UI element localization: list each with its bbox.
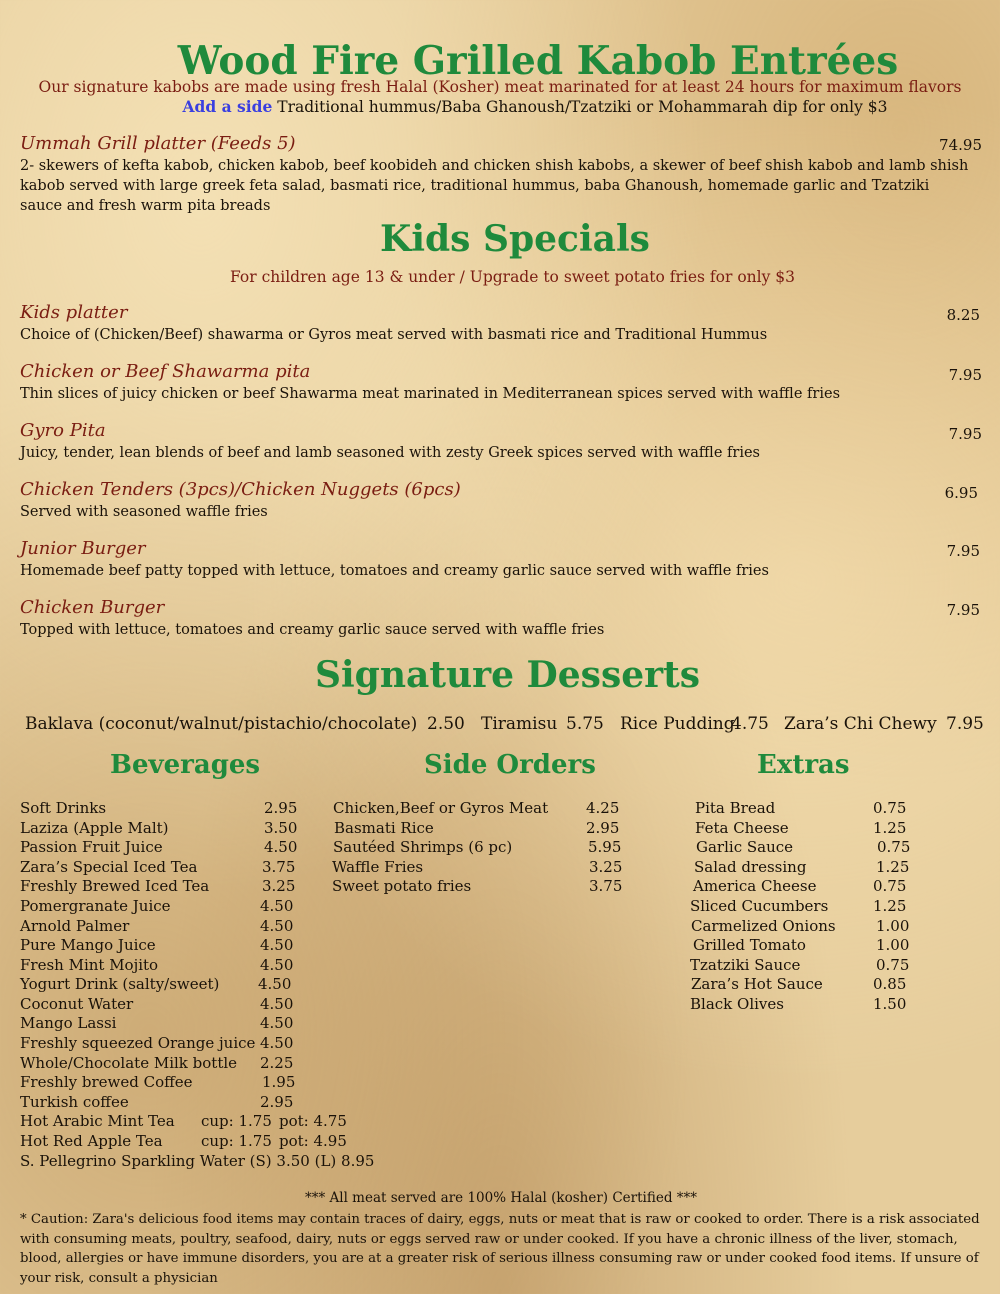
kabob-subtitle: Our signature kabobs are made using fresh Halal (Kosher) meat marinated for at least 24 hours for maximum flavors — [38, 78, 962, 96]
kids-item-desc: Topped with lettuce, tomatoes and creamy garlic sauce served with waffle fries — [20, 622, 605, 638]
kids-item-price: 8.25 — [946, 306, 980, 324]
side-name: Sautéed Shrimps (6 pc) — [333, 838, 513, 856]
halal-note: *** All meat served are 100% Halal (kosher) Certified *** — [304, 1190, 698, 1206]
kids-item-price: 7.95 — [946, 542, 980, 560]
beverage-name: Coconut Water — [20, 995, 134, 1013]
dessert-name: Rice Pudding — [620, 714, 735, 734]
extra-name: Pita Bread — [695, 799, 776, 817]
side-name: Sweet potato fries — [332, 877, 472, 895]
extra-name: Sliced Cucumbers — [690, 897, 829, 915]
beverage-price: 3.50 — [264, 819, 298, 837]
kids-item-price: 7.95 — [946, 601, 980, 619]
beverage-name: Pomergranate Juice — [20, 897, 171, 915]
side-price: 5.95 — [588, 838, 622, 856]
add-side-label: Add a side — [182, 97, 273, 116]
beverage-price: 2.25 — [260, 1054, 294, 1072]
beverage-price: 4.50 — [260, 1014, 294, 1032]
beverage-price: 4.50 — [260, 936, 294, 954]
tea-pot-price: pot: 4.75 — [279, 1112, 347, 1130]
extra-name: America Cheese — [693, 877, 817, 895]
side-orders-title: Side Orders — [424, 750, 596, 780]
extra-name: Black Olives — [690, 995, 784, 1013]
add-side-line — [0, 97, 1000, 116]
beverage-price: 2.95 — [264, 799, 298, 817]
dessert-price: 2.50 — [427, 714, 465, 734]
extra-name: Zara’s Hot Sauce — [691, 975, 823, 993]
kids-item-price: 7.95 — [948, 425, 982, 443]
dessert-name: Baklava (coconut/walnut/pistachio/chocolate) — [25, 714, 418, 734]
extra-price: 1.25 — [873, 897, 907, 915]
pellegrino-line: S. Pellegrino Sparkling Water (S) 3.50 (L) 8.95 — [20, 1152, 375, 1170]
beverage-name: Pure Mango Juice — [20, 936, 156, 954]
kids-title: Kids Specials — [380, 218, 650, 260]
kids-subtitle: For children age 13 & under / Upgrade to sweet potato fries for only $3 — [230, 268, 795, 286]
ummah-platter-desc: 2- skewers of kefta kabob, chicken kabob, beef koobideh and chicken shish kabobs, a skewer of beef shish kabob and lamb shish kabob served with large greek feta salad, basmati rice, traditional hummus, baba Ghanoush, homemade garlic and Tzatziki sauce and fresh warm pita breads — [20, 158, 969, 214]
extra-name: Salad dressing — [694, 858, 807, 876]
extra-price: 1.50 — [873, 995, 907, 1013]
kids-item-name: Kids platter — [20, 302, 128, 323]
extra-price: 0.75 — [876, 956, 910, 974]
side-name: Basmati Rice — [334, 819, 434, 837]
extra-name: Carmelized Onions — [691, 917, 836, 935]
beverage-price: 3.25 — [262, 877, 296, 895]
beverage-price: 4.50 — [264, 838, 298, 856]
beverage-price: 4.50 — [260, 917, 294, 935]
beverage-name: Turkish coffee — [20, 1093, 129, 1111]
kids-item-desc: Served with seasoned waffle fries — [20, 504, 268, 520]
beverage-name: Freshly Brewed Iced Tea — [20, 877, 210, 895]
desserts-title: Signature Desserts — [315, 654, 700, 696]
kabob-title: Wood Fire Grilled Kabob Entrées — [177, 38, 899, 84]
extra-price: 1.25 — [873, 819, 907, 837]
kids-item-name: Chicken Burger — [20, 597, 165, 618]
beverage-price: 4.50 — [260, 995, 294, 1013]
kids-item-desc: Thin slices of juicy chicken or beef Shawarma meat marinated in Mediterranean spices served with waffle fries — [20, 386, 841, 402]
beverage-name: Zara’s Special Iced Tea — [20, 858, 198, 876]
dessert-price: 5.75 — [566, 714, 604, 734]
kids-item-name: Gyro Pita — [20, 420, 106, 441]
extra-name: Grilled Tomato — [693, 936, 806, 954]
tea-name: Hot Arabic Mint Tea — [20, 1112, 175, 1130]
beverage-name: Fresh Mint Mojito — [20, 956, 159, 974]
tea-name: Hot Red Apple Tea — [20, 1132, 163, 1150]
beverage-name: Arnold Palmer — [20, 917, 130, 935]
extra-price: 1.25 — [876, 858, 910, 876]
ummah-platter-name: Ummah Grill platter (Feeds 5) — [20, 133, 296, 154]
tea-cup-price: cup: 1.75 — [201, 1112, 272, 1130]
extra-name: Garlic Sauce — [696, 838, 794, 856]
beverage-price: 4.50 — [260, 897, 294, 915]
beverage-name: Soft Drinks — [20, 799, 107, 817]
beverage-price: 1.95 — [262, 1073, 296, 1091]
dessert-name: Tiramisu — [481, 714, 558, 734]
extra-price: 0.75 — [873, 799, 907, 817]
beverage-name: Mango Lassi — [20, 1014, 117, 1032]
kids-item-desc: Choice of (Chicken/Beef) shawarma or Gyros meat served with basmati rice and Traditional Hummus — [20, 327, 768, 343]
kids-item-desc: Homemade beef patty topped with lettuce, tomatoes and creamy garlic sauce served with waffle fries — [20, 563, 769, 579]
dessert-price: 7.95 — [946, 714, 984, 734]
kids-item-name: Chicken Tenders (3pcs)/Chicken Nuggets (6pcs) — [20, 479, 461, 500]
side-name: Chicken,Beef or Gyros Meat — [333, 799, 549, 817]
extra-name: Tzatziki Sauce — [690, 956, 801, 974]
extras-title: Extras — [757, 750, 850, 780]
extra-name: Feta Cheese — [695, 819, 789, 837]
kids-item-name: Junior Burger — [20, 538, 146, 559]
beverage-name: Passion Fruit Juice — [20, 838, 163, 856]
tea-pot-price: pot: 4.95 — [279, 1132, 347, 1150]
extra-price: 0.75 — [873, 877, 907, 895]
beverages-title: Beverages — [110, 750, 261, 780]
side-price: 3.25 — [589, 858, 623, 876]
beverage-name: Freshly brewed Coffee — [20, 1073, 193, 1091]
kids-item-price: 7.95 — [948, 366, 982, 384]
extra-price: 0.75 — [877, 838, 911, 856]
beverage-name: Whole/Chocolate Milk bottle — [20, 1054, 238, 1072]
kids-item-price: 6.95 — [944, 484, 978, 502]
side-price: 3.75 — [589, 877, 623, 895]
add-side-text: Traditional hummus/Baba Ghanoush/Tzatziki or Mohammarah dip for only $3 — [272, 98, 888, 116]
beverage-name: Yogurt Drink (salty/sweet) — [20, 975, 220, 993]
side-name: Waffle Fries — [332, 858, 424, 876]
kids-item-name: Chicken or Beef Shawarma pita — [20, 361, 311, 382]
beverage-price: 4.50 — [260, 956, 294, 974]
dessert-name: Zara’s Chi Chewy — [784, 714, 937, 734]
side-price: 4.25 — [586, 799, 620, 817]
ummah-platter-price: 74.95 — [939, 136, 982, 154]
beverage-price: 2.95 — [260, 1093, 294, 1111]
beverage-price: 3.75 — [262, 858, 296, 876]
extra-price: 1.00 — [876, 936, 910, 954]
beverage-price: 4.50 — [260, 1034, 294, 1052]
kids-item-desc: Juicy, tender, lean blends of beef and lamb seasoned with zesty Greek spices served with waffle fries — [20, 445, 760, 461]
caution-note: * Caution: Zara's delicious food items may contain traces of dairy, eggs, nuts or meat that is raw or cooked to order. There is a risk associated with consuming meats, poultry, seafood, dairy, nuts or eggs served raw or under cooked. If you have a chronic illness of the liver, stomach, blood, allergies or have immune disorders, you are at a greater risk of serious illness consuming raw or under cooked food items. If unsure of your risk, consult a physician — [20, 1212, 980, 1286]
beverage-price: 4.50 — [258, 975, 292, 993]
dessert-price: 4.75 — [731, 714, 769, 734]
side-price: 2.95 — [586, 819, 620, 837]
extra-price: 1.00 — [876, 917, 910, 935]
beverage-name: Laziza (Apple Malt) — [20, 819, 169, 837]
extra-price: 0.85 — [873, 975, 907, 993]
beverage-name: Freshly squeezed Orange juice — [20, 1034, 256, 1052]
tea-cup-price: cup: 1.75 — [201, 1132, 272, 1150]
